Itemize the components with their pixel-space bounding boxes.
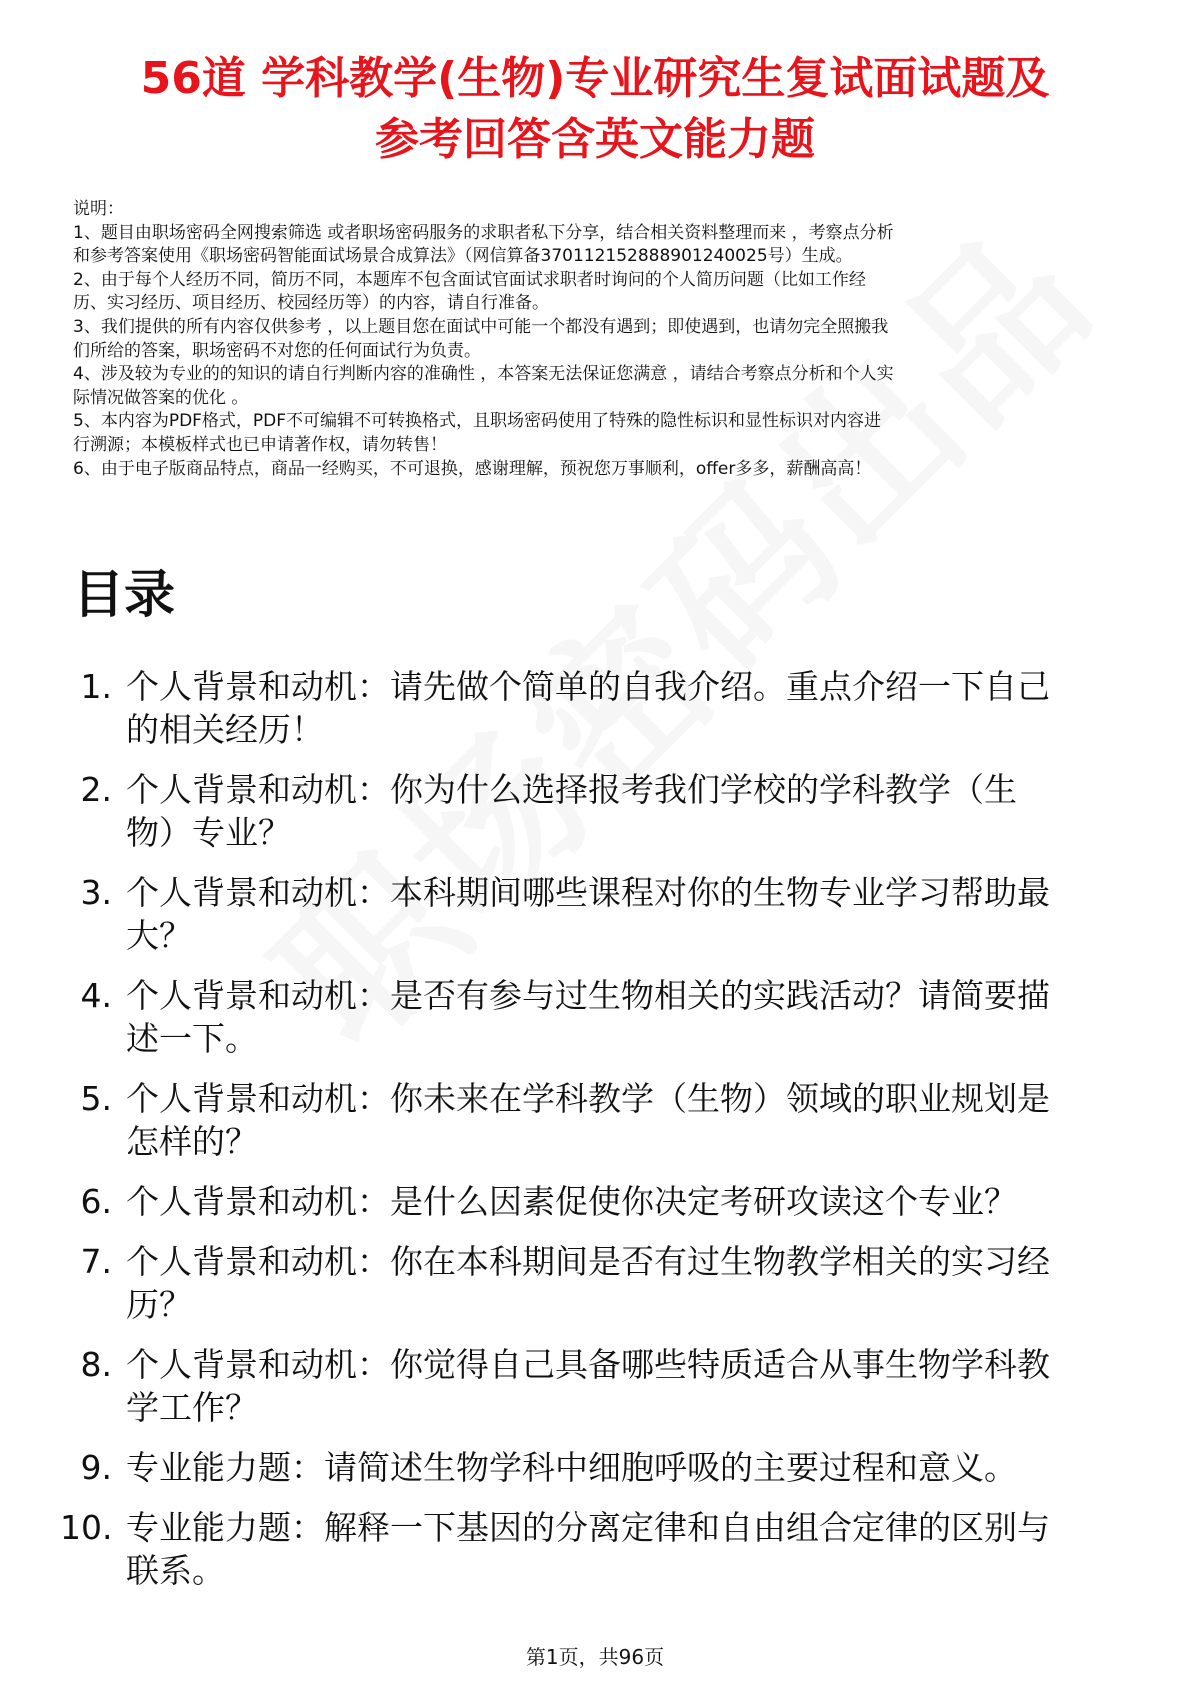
toc-item-text — [126, 768, 1120, 854]
toc-item[interactable] — [60, 665, 1120, 751]
toc-item-line: 个人背景和动机：你在本科期间是否有过生物教学相关的实习经 — [126, 1242, 1050, 1281]
notes-line: 4、涉及较为专业的的知识的请自行判断内容的准确性 ，本答案无法保证您满意 ，请结合考察点分析和个人实 — [73, 364, 894, 385]
toc-item-number: 9. — [80, 1448, 112, 1487]
toc-item-line: 历？ — [126, 1285, 192, 1324]
notes-line: 和参考答案使用《职场密码智能面试场景合成算法》（网信算备370112152888901240025号）生成。 — [73, 246, 853, 267]
notes-line: 3、我们提供的所有内容仅供参考 ，以上题目您在面试中可能一个都没有遇到；即使遇到，也请勿完全照搬我 — [73, 316, 889, 337]
toc-item-number: 2. — [80, 770, 112, 809]
toc-item-number: 10. — [60, 1508, 113, 1547]
toc-item-line: 个人背景和动机：你觉得自己具备哪些特质适合从事生物学科教 — [126, 1345, 1050, 1384]
notes-line: 们所给的答案，职场密码不对您的任何面试行为负责。 — [73, 340, 481, 361]
toc-item[interactable] — [60, 1343, 1120, 1429]
toc-item-line: 学工作？ — [126, 1388, 258, 1427]
toc-item-number: 6. — [80, 1182, 112, 1221]
notes-line: 5、本内容为PDF格式，PDF不可编辑不可转换格式，且职场密码使用了特殊的隐性标识和显性标识对内容进 — [73, 411, 882, 432]
toc-heading: 目录 — [73, 566, 176, 625]
toc-item-line: 大？ — [126, 916, 192, 955]
toc-item-number: 3. — [80, 873, 112, 912]
notes-heading: 说明： — [73, 199, 124, 219]
toc-item-text — [126, 665, 1120, 751]
toc-item-number: 5. — [80, 1079, 112, 1118]
page-number: 第1页，共96页 — [525, 1645, 665, 1669]
toc-item-text — [126, 974, 1120, 1060]
notes-line: 6、由于电子版商品特点，商品一经购买，不可退换，感谢理解，预祝您万事顺利，offer多多，薪酬高高！ — [73, 458, 872, 479]
notes-line: 历、实习经历、项目经历、校园经历等）的内容，请自行准备。 — [73, 293, 549, 314]
toc-item[interactable] — [60, 1077, 1120, 1163]
toc-item-line: 个人背景和动机：请先做个简单的自我介绍。重点介绍一下自己 — [126, 667, 1050, 706]
toc-item[interactable] — [60, 974, 1120, 1060]
toc-item-line: 怎样的？ — [126, 1122, 258, 1161]
toc-item-line: 专业能力题：请简述生物学科中细胞呼吸的主要过程和意义。 — [126, 1448, 1017, 1487]
title-line-1: 56道 学科教学(生物)专业研究生复试面试题及 — [140, 53, 1050, 104]
toc-item-line: 个人背景和动机：是否有参与过生物相关的实践活动？请简要描 — [126, 976, 1050, 1015]
toc-item[interactable] — [60, 871, 1120, 957]
toc-item-text — [126, 1506, 1120, 1592]
notes-line: 2、由于每个人经历不同，简历不同，本题库不包含面试官面试求职者时询问的个人简历问题（比如工作经 — [73, 269, 866, 290]
toc-item[interactable] — [60, 1446, 1120, 1489]
toc-item-text — [126, 871, 1120, 957]
toc-item-line: 物）专业？ — [126, 813, 291, 852]
toc-list — [60, 665, 1120, 1609]
document-title — [60, 48, 1130, 170]
notes-line: 行溯源；本模板样式也已申请著作权，请勿转售！ — [73, 434, 447, 455]
toc-item-number: 8. — [80, 1345, 112, 1384]
toc-item[interactable] — [60, 1180, 1120, 1223]
toc-item-line: 的相关经历！ — [126, 710, 324, 749]
toc-item[interactable] — [60, 768, 1120, 854]
toc-item-text — [126, 1180, 1120, 1223]
toc-item-line: 述一下。 — [126, 1019, 258, 1058]
notes-section — [73, 198, 1123, 481]
toc-item[interactable] — [60, 1240, 1120, 1326]
toc-item-text — [126, 1077, 1120, 1163]
toc-item-line: 个人背景和动机：本科期间哪些课程对你的生物专业学习帮助最 — [126, 873, 1050, 912]
toc-item-line: 个人背景和动机：你未来在学科教学（生物）领域的职业规划是 — [126, 1079, 1050, 1118]
toc-item-text — [126, 1446, 1120, 1489]
notes-line: 际情况做答案的优化 。 — [73, 387, 249, 408]
toc-item-number: 1. — [80, 667, 112, 706]
toc-item-line: 个人背景和动机：是什么因素促使你决定考研攻读这个专业？ — [126, 1182, 1017, 1221]
toc-item[interactable] — [60, 1506, 1120, 1592]
toc-item-line: 专业能力题：解释一下基因的分离定律和自由组合定律的区别与 — [126, 1508, 1050, 1547]
toc-item-line: 联系。 — [126, 1551, 225, 1590]
toc-item-line: 个人背景和动机：你为什么选择报考我们学校的学科教学（生 — [126, 770, 1017, 809]
notes-line: 1、题目由职场密码全网搜索筛选 或者职场密码服务的求职者私下分享，结合相关资料整理而来 ，考察点分析 — [73, 222, 894, 243]
title-line-2: 参考回答含英文能力题 — [375, 114, 815, 165]
toc-item-text — [126, 1343, 1120, 1429]
toc-item-number: 4. — [80, 976, 112, 1015]
toc-item-text — [126, 1240, 1120, 1326]
toc-item-number: 7. — [80, 1242, 112, 1281]
